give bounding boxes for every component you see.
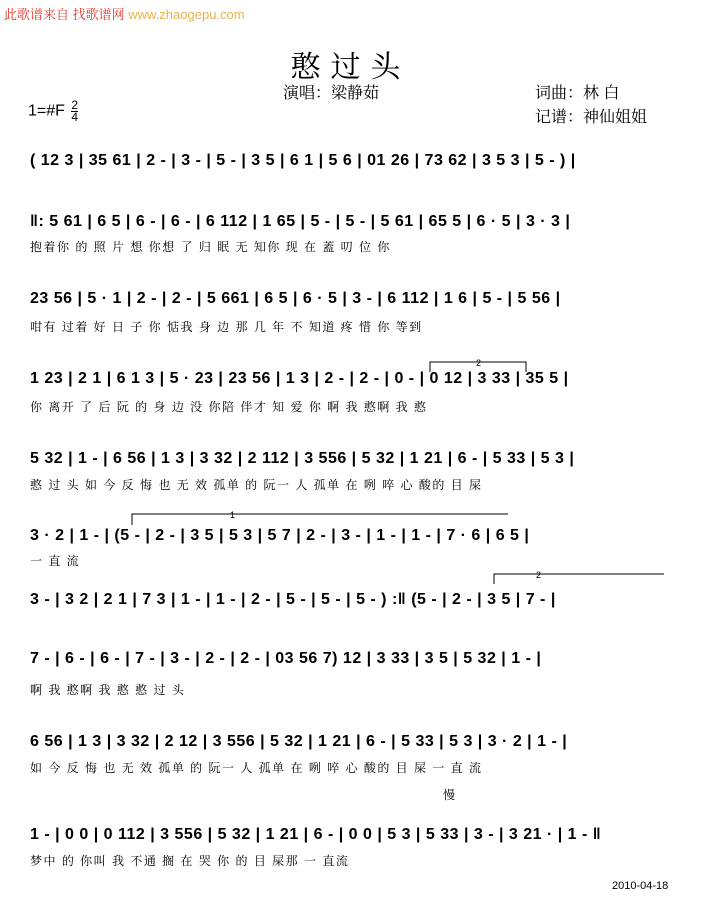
score-line-7-notes: 3 - | 3 2 | 2 1 | 7 3 | 1 - | 1 - | 2 - | 5 - | 5 - | 5 - ) :‖ (5 - | 2 - | 3 5 | 7 - | bbox=[30, 591, 556, 608]
score-line-4-notes: 1 23 | 2 1 | 6 1 3 | 5 · 23 | 23 56 | 1 3 | 2 - | 2 - | 0 - | 0 12 | 3 33 | 35 5 | bbox=[30, 370, 569, 387]
score-line-4-lyrics: 你 离开 了 后 阮 的 身 边 没 你陪 伴才 知 爱 你 啊 我 憨啊 我 憨 bbox=[30, 400, 428, 414]
score-line-3-lyrics: 咁有 过着 好 日 子 你 惦我 身 边 那 几 年 不 知道 疼 惜 你 等到 bbox=[30, 320, 423, 334]
singer: 演唱：梁静茹 bbox=[283, 85, 380, 102]
score-line-5-notes: 5 32 | 1 - | 6 56 | 1 3 | 3 32 | 2 112 | 3 556 | 5 32 | 1 21 | 6 - | 5 33 | 5 3 | bbox=[30, 450, 575, 467]
watermark-text: 此歌谱来自 找歌谱网 bbox=[4, 7, 125, 22]
score-line-10-lyrics: 梦中 的 你叫 我 不通 搁 在 哭 你 的 目 屎那 一 直流 bbox=[30, 854, 350, 868]
score-line-2-lyrics: 抱着你 的 照 片 想 你想 了 归 眠 无 知你 现 在 蓋 叨 位 你 bbox=[30, 240, 391, 254]
composer: 词曲：林 白 bbox=[535, 85, 620, 102]
time-bottom: 4 bbox=[71, 110, 79, 124]
volta-bracket-2 bbox=[132, 514, 508, 525]
time-top: 2 bbox=[71, 98, 79, 112]
volta-bracket-3 bbox=[494, 574, 664, 584]
score-line-8-notes: 7 - | 6 - | 6 - | 7 - | 3 - | 2 - | 2 - | 03 56 7) 12 | 3 33 | 3 5 | 5 32 | 1 - | bbox=[30, 650, 542, 667]
volta-number-2b: 2 bbox=[536, 570, 542, 580]
volta-number-1: 1 bbox=[230, 510, 236, 520]
transcriber: 记谱：神仙姐姐 bbox=[535, 109, 648, 126]
song-title: 憨过头 bbox=[290, 51, 411, 84]
transcription-date: 2010-04-18 bbox=[612, 880, 669, 892]
score-line-3-notes: 23 56 | 5 · 1 | 2 - | 2 - | 5 661 | 6 5 | 6 · 5 | 3 - | 6 112 | 1 6 | 5 - | 5 56 | bbox=[30, 290, 561, 307]
score-line-8-lyrics: 啊 我 憨啊 我 憨 憨 过 头 bbox=[30, 683, 186, 697]
volta-number-2a: 2 bbox=[476, 358, 482, 368]
score-line-9-lyrics: 如 今 反 悔 也 无 效 孤单 的 阮一 人 孤单 在 咧 啐 心 酸的 目 屎 一 直 流 bbox=[30, 761, 483, 775]
watermark-url[interactable]: www.zhaogepu.com bbox=[128, 7, 245, 22]
tempo-slow-mark: 慢 bbox=[443, 788, 456, 802]
score-line-6-lyrics: 一 直 流 bbox=[30, 554, 81, 568]
score-line-2-notes: ‖: 5 61 | 6 5 | 6 - | 6 - | 6 112 | 1 65 | 5 - | 5 - | 5 61 | 65 5 | 6 · 5 | 3 · 3 | bbox=[30, 213, 571, 230]
score-line-10-notes: 1 - | 0 0 | 0 112 | 3 556 | 5 32 | 1 21 | 6 - | 0 0 | 5 3 | 5 33 | 3 - | 3 21 · | 1 - ‖ bbox=[30, 826, 602, 843]
score-line-5-lyrics: 憨 过 头 如 今 反 悔 也 无 效 孤单 的 阮一 人 孤单 在 咧 啐 心 酸的 目 屎 bbox=[30, 478, 483, 492]
score-line-1-notes: ( 12 3 | 35 61 | 2 - | 3 - | 5 - | 3 5 | 6 1 | 5 6 | 01 26 | 73 62 | 3 5 3 | 5 - ) | bbox=[30, 152, 576, 169]
score-line-6-notes: 3 · 2 | 1 - | (5 - | 2 - | 3 5 | 5 3 | 5 7 | 2 - | 3 - | 1 - | 1 - | 7 · 6 | 6 5 | bbox=[30, 527, 530, 544]
key-text: 1=#F bbox=[28, 102, 65, 120]
score-line-9-notes: 6 56 | 1 3 | 3 32 | 2 12 | 3 556 | 5 32 | 1 21 | 6 - | 5 33 | 5 3 | 3 · 2 | 1 - | bbox=[30, 733, 568, 750]
